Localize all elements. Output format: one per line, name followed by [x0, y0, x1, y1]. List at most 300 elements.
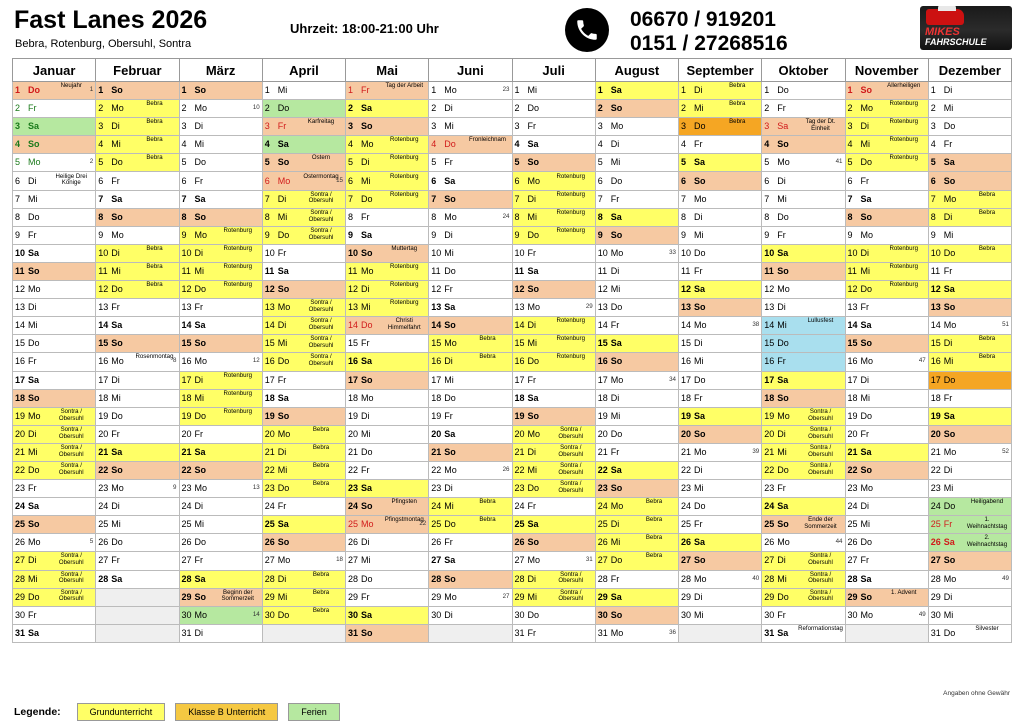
day-cell[interactable]	[845, 480, 928, 498]
day-cell[interactable]	[679, 281, 762, 299]
day-cell[interactable]	[346, 335, 429, 353]
day-cell[interactable]	[13, 389, 96, 407]
day-cell[interactable]	[96, 353, 179, 371]
day-cell[interactable]	[928, 624, 1011, 642]
day-cell[interactable]	[679, 461, 762, 479]
day-cell[interactable]	[512, 516, 595, 534]
day-cell[interactable]	[13, 136, 96, 154]
day-cell[interactable]	[595, 317, 678, 335]
day-cell[interactable]	[179, 82, 262, 100]
day-cell[interactable]	[512, 480, 595, 498]
day-cell[interactable]	[928, 172, 1011, 190]
day-cell[interactable]	[179, 389, 262, 407]
day-cell[interactable]	[13, 480, 96, 498]
day-cell[interactable]	[928, 299, 1011, 317]
day-cell[interactable]	[96, 82, 179, 100]
day-cell[interactable]	[13, 534, 96, 552]
day-cell[interactable]	[512, 208, 595, 226]
day-cell[interactable]	[679, 552, 762, 570]
day-cell[interactable]	[845, 624, 928, 642]
day-cell[interactable]	[762, 335, 845, 353]
day-cell[interactable]	[595, 407, 678, 425]
day-cell[interactable]	[762, 262, 845, 280]
day-cell[interactable]	[429, 552, 512, 570]
day-cell[interactable]	[13, 190, 96, 208]
day-cell[interactable]	[179, 570, 262, 588]
day-cell[interactable]	[262, 570, 345, 588]
day-cell[interactable]	[13, 100, 96, 118]
day-cell[interactable]	[512, 371, 595, 389]
day-cell[interactable]	[928, 262, 1011, 280]
day-cell[interactable]	[13, 172, 96, 190]
day-cell[interactable]	[512, 624, 595, 642]
day-cell[interactable]	[595, 154, 678, 172]
day-cell[interactable]	[679, 353, 762, 371]
day-cell[interactable]	[762, 244, 845, 262]
day-cell[interactable]	[845, 353, 928, 371]
day-cell[interactable]	[512, 118, 595, 136]
day-cell[interactable]	[13, 154, 96, 172]
day-cell[interactable]	[179, 516, 262, 534]
day-cell[interactable]	[512, 461, 595, 479]
day-cell[interactable]	[928, 407, 1011, 425]
day-cell[interactable]	[429, 461, 512, 479]
day-cell[interactable]	[346, 299, 429, 317]
day-cell[interactable]	[595, 262, 678, 280]
day-cell[interactable]	[762, 371, 845, 389]
day-cell[interactable]	[679, 570, 762, 588]
day-cell[interactable]	[845, 425, 928, 443]
day-cell[interactable]	[679, 407, 762, 425]
day-cell[interactable]	[928, 498, 1011, 516]
day-cell[interactable]	[679, 244, 762, 262]
day-cell[interactable]	[262, 588, 345, 606]
day-cell[interactable]	[595, 172, 678, 190]
day-cell[interactable]	[845, 208, 928, 226]
day-cell[interactable]	[512, 389, 595, 407]
day-cell[interactable]	[13, 82, 96, 100]
day-cell[interactable]	[262, 335, 345, 353]
day-cell[interactable]	[512, 534, 595, 552]
day-cell[interactable]	[179, 299, 262, 317]
day-cell[interactable]	[96, 262, 179, 280]
day-cell[interactable]	[679, 136, 762, 154]
day-cell[interactable]	[96, 534, 179, 552]
day-cell[interactable]	[512, 335, 595, 353]
day-cell[interactable]	[346, 226, 429, 244]
day-cell[interactable]	[429, 299, 512, 317]
day-cell[interactable]	[346, 570, 429, 588]
day-cell[interactable]	[928, 588, 1011, 606]
day-cell[interactable]	[346, 552, 429, 570]
day-cell[interactable]	[679, 389, 762, 407]
day-cell[interactable]	[96, 172, 179, 190]
day-cell[interactable]	[595, 82, 678, 100]
day-cell[interactable]	[762, 461, 845, 479]
day-cell[interactable]	[512, 154, 595, 172]
day-cell[interactable]	[512, 353, 595, 371]
day-cell[interactable]	[845, 100, 928, 118]
day-cell[interactable]	[845, 244, 928, 262]
day-cell[interactable]	[679, 588, 762, 606]
day-cell[interactable]	[96, 244, 179, 262]
day-cell[interactable]	[13, 516, 96, 534]
day-cell[interactable]	[429, 262, 512, 280]
day-cell[interactable]	[13, 353, 96, 371]
day-cell[interactable]	[845, 552, 928, 570]
day-cell[interactable]	[262, 498, 345, 516]
day-cell[interactable]	[179, 244, 262, 262]
day-cell[interactable]	[262, 407, 345, 425]
day-cell[interactable]	[679, 262, 762, 280]
day-cell[interactable]	[928, 425, 1011, 443]
day-cell[interactable]	[346, 118, 429, 136]
day-cell[interactable]	[96, 317, 179, 335]
day-cell[interactable]	[928, 570, 1011, 588]
day-cell[interactable]	[679, 118, 762, 136]
day-cell[interactable]	[595, 136, 678, 154]
day-cell[interactable]	[512, 588, 595, 606]
day-cell[interactable]	[262, 461, 345, 479]
day-cell[interactable]	[762, 534, 845, 552]
day-cell[interactable]	[262, 190, 345, 208]
day-cell[interactable]	[13, 226, 96, 244]
day-cell[interactable]	[262, 100, 345, 118]
day-cell[interactable]	[845, 407, 928, 425]
day-cell[interactable]	[928, 190, 1011, 208]
day-cell[interactable]	[845, 118, 928, 136]
day-cell[interactable]	[762, 226, 845, 244]
day-cell[interactable]	[595, 371, 678, 389]
day-cell[interactable]	[13, 281, 96, 299]
day-cell[interactable]	[262, 552, 345, 570]
day-cell[interactable]	[346, 389, 429, 407]
day-cell[interactable]	[13, 552, 96, 570]
day-cell[interactable]	[512, 317, 595, 335]
day-cell[interactable]	[512, 443, 595, 461]
day-cell[interactable]	[845, 154, 928, 172]
day-cell[interactable]	[262, 226, 345, 244]
day-cell[interactable]	[845, 570, 928, 588]
day-cell[interactable]	[928, 281, 1011, 299]
day-cell[interactable]	[762, 100, 845, 118]
day-cell[interactable]	[179, 461, 262, 479]
day-cell[interactable]	[928, 516, 1011, 534]
day-cell[interactable]	[845, 534, 928, 552]
day-cell[interactable]	[429, 443, 512, 461]
day-cell[interactable]	[346, 172, 429, 190]
day-cell[interactable]	[429, 100, 512, 118]
day-cell[interactable]	[845, 226, 928, 244]
day-cell[interactable]	[346, 208, 429, 226]
day-cell[interactable]	[262, 624, 345, 642]
day-cell[interactable]	[346, 262, 429, 280]
day-cell[interactable]	[512, 299, 595, 317]
day-cell[interactable]	[179, 425, 262, 443]
day-cell[interactable]	[762, 498, 845, 516]
day-cell[interactable]	[762, 281, 845, 299]
day-cell[interactable]	[96, 425, 179, 443]
day-cell[interactable]	[429, 281, 512, 299]
day-cell[interactable]	[13, 317, 96, 335]
day-cell[interactable]	[429, 371, 512, 389]
day-cell[interactable]	[928, 100, 1011, 118]
day-cell[interactable]	[679, 516, 762, 534]
day-cell[interactable]	[262, 317, 345, 335]
day-cell[interactable]	[262, 480, 345, 498]
day-cell[interactable]	[928, 552, 1011, 570]
day-cell[interactable]	[762, 425, 845, 443]
day-cell[interactable]	[262, 299, 345, 317]
day-cell[interactable]	[845, 262, 928, 280]
day-cell[interactable]	[845, 281, 928, 299]
day-cell[interactable]	[346, 244, 429, 262]
day-cell[interactable]	[179, 136, 262, 154]
day-cell[interactable]	[595, 606, 678, 624]
day-cell[interactable]	[179, 190, 262, 208]
day-cell[interactable]	[179, 443, 262, 461]
day-cell[interactable]	[262, 516, 345, 534]
day-cell[interactable]	[179, 480, 262, 498]
day-cell[interactable]	[262, 172, 345, 190]
day-cell[interactable]	[429, 154, 512, 172]
day-cell[interactable]	[928, 118, 1011, 136]
day-cell[interactable]	[512, 407, 595, 425]
day-cell[interactable]	[762, 588, 845, 606]
day-cell[interactable]	[845, 389, 928, 407]
day-cell[interactable]	[179, 262, 262, 280]
day-cell[interactable]	[96, 299, 179, 317]
day-cell[interactable]	[512, 136, 595, 154]
day-cell[interactable]	[346, 281, 429, 299]
day-cell[interactable]	[13, 606, 96, 624]
day-cell[interactable]	[179, 552, 262, 570]
day-cell[interactable]	[595, 353, 678, 371]
day-cell[interactable]	[179, 208, 262, 226]
day-cell[interactable]	[679, 371, 762, 389]
day-cell[interactable]	[512, 262, 595, 280]
day-cell[interactable]	[96, 516, 179, 534]
day-cell[interactable]	[346, 82, 429, 100]
day-cell[interactable]	[429, 389, 512, 407]
day-cell[interactable]	[928, 244, 1011, 262]
day-cell[interactable]	[595, 281, 678, 299]
day-cell[interactable]	[179, 154, 262, 172]
day-cell[interactable]	[845, 443, 928, 461]
day-cell[interactable]	[96, 443, 179, 461]
day-cell[interactable]	[179, 371, 262, 389]
day-cell[interactable]	[262, 443, 345, 461]
day-cell[interactable]	[762, 624, 845, 642]
day-cell[interactable]	[346, 154, 429, 172]
day-cell[interactable]	[96, 154, 179, 172]
day-cell[interactable]	[179, 335, 262, 353]
day-cell[interactable]	[595, 588, 678, 606]
day-cell[interactable]	[96, 480, 179, 498]
day-cell[interactable]	[13, 624, 96, 642]
day-cell[interactable]	[429, 226, 512, 244]
day-cell[interactable]	[429, 570, 512, 588]
day-cell[interactable]	[928, 317, 1011, 335]
day-cell[interactable]	[96, 136, 179, 154]
day-cell[interactable]	[429, 353, 512, 371]
day-cell[interactable]	[13, 299, 96, 317]
day-cell[interactable]	[595, 389, 678, 407]
day-cell[interactable]	[845, 335, 928, 353]
day-cell[interactable]	[762, 516, 845, 534]
day-cell[interactable]	[346, 443, 429, 461]
day-cell[interactable]	[179, 588, 262, 606]
day-cell[interactable]	[928, 389, 1011, 407]
day-cell[interactable]	[595, 534, 678, 552]
day-cell[interactable]	[679, 624, 762, 642]
day-cell[interactable]	[512, 606, 595, 624]
day-cell[interactable]	[595, 208, 678, 226]
day-cell[interactable]	[429, 136, 512, 154]
day-cell[interactable]	[928, 226, 1011, 244]
day-cell[interactable]	[595, 299, 678, 317]
day-cell[interactable]	[262, 606, 345, 624]
day-cell[interactable]	[346, 190, 429, 208]
day-cell[interactable]	[429, 190, 512, 208]
day-cell[interactable]	[346, 353, 429, 371]
day-cell[interactable]	[262, 118, 345, 136]
day-cell[interactable]	[679, 100, 762, 118]
day-cell[interactable]	[346, 371, 429, 389]
day-cell[interactable]	[762, 154, 845, 172]
day-cell[interactable]	[96, 389, 179, 407]
day-cell[interactable]	[346, 100, 429, 118]
day-cell[interactable]	[928, 480, 1011, 498]
day-cell[interactable]	[679, 606, 762, 624]
day-cell[interactable]	[928, 208, 1011, 226]
day-cell[interactable]	[96, 588, 179, 606]
day-cell[interactable]	[13, 244, 96, 262]
day-cell[interactable]	[13, 570, 96, 588]
day-cell[interactable]	[762, 82, 845, 100]
day-cell[interactable]	[679, 208, 762, 226]
day-cell[interactable]	[845, 82, 928, 100]
day-cell[interactable]	[13, 443, 96, 461]
day-cell[interactable]	[96, 226, 179, 244]
day-cell[interactable]	[429, 624, 512, 642]
day-cell[interactable]	[13, 407, 96, 425]
day-cell[interactable]	[429, 516, 512, 534]
day-cell[interactable]	[96, 100, 179, 118]
day-cell[interactable]	[13, 335, 96, 353]
day-cell[interactable]	[179, 407, 262, 425]
day-cell[interactable]	[429, 534, 512, 552]
day-cell[interactable]	[96, 118, 179, 136]
day-cell[interactable]	[679, 317, 762, 335]
day-cell[interactable]	[346, 516, 429, 534]
day-cell[interactable]	[512, 100, 595, 118]
day-cell[interactable]	[346, 606, 429, 624]
day-cell[interactable]	[928, 154, 1011, 172]
day-cell[interactable]	[96, 208, 179, 226]
day-cell[interactable]	[679, 172, 762, 190]
day-cell[interactable]	[845, 371, 928, 389]
day-cell[interactable]	[429, 425, 512, 443]
day-cell[interactable]	[262, 262, 345, 280]
day-cell[interactable]	[762, 606, 845, 624]
day-cell[interactable]	[179, 172, 262, 190]
day-cell[interactable]	[429, 172, 512, 190]
day-cell[interactable]	[429, 606, 512, 624]
day-cell[interactable]	[595, 226, 678, 244]
day-cell[interactable]	[928, 335, 1011, 353]
day-cell[interactable]	[595, 624, 678, 642]
day-cell[interactable]	[595, 443, 678, 461]
day-cell[interactable]	[512, 281, 595, 299]
day-cell[interactable]	[346, 498, 429, 516]
day-cell[interactable]	[762, 570, 845, 588]
day-cell[interactable]	[429, 244, 512, 262]
day-cell[interactable]	[262, 82, 345, 100]
day-cell[interactable]	[928, 371, 1011, 389]
day-cell[interactable]	[762, 172, 845, 190]
day-cell[interactable]	[845, 588, 928, 606]
day-cell[interactable]	[13, 461, 96, 479]
day-cell[interactable]	[96, 190, 179, 208]
day-cell[interactable]	[512, 570, 595, 588]
day-cell[interactable]	[928, 461, 1011, 479]
day-cell[interactable]	[595, 190, 678, 208]
day-cell[interactable]	[13, 262, 96, 280]
day-cell[interactable]	[595, 516, 678, 534]
day-cell[interactable]	[928, 136, 1011, 154]
day-cell[interactable]	[679, 480, 762, 498]
day-cell[interactable]	[96, 281, 179, 299]
day-cell[interactable]	[96, 624, 179, 642]
day-cell[interactable]	[179, 317, 262, 335]
day-cell[interactable]	[679, 534, 762, 552]
day-cell[interactable]	[179, 100, 262, 118]
day-cell[interactable]	[928, 353, 1011, 371]
day-cell[interactable]	[762, 299, 845, 317]
day-cell[interactable]	[13, 588, 96, 606]
day-cell[interactable]	[429, 498, 512, 516]
day-cell[interactable]	[845, 172, 928, 190]
day-cell[interactable]	[679, 154, 762, 172]
day-cell[interactable]	[429, 407, 512, 425]
day-cell[interactable]	[512, 190, 595, 208]
day-cell[interactable]	[96, 407, 179, 425]
day-cell[interactable]	[679, 425, 762, 443]
day-cell[interactable]	[96, 461, 179, 479]
day-cell[interactable]	[762, 480, 845, 498]
day-cell[interactable]	[429, 118, 512, 136]
day-cell[interactable]	[429, 208, 512, 226]
day-cell[interactable]	[179, 281, 262, 299]
day-cell[interactable]	[512, 82, 595, 100]
day-cell[interactable]	[595, 498, 678, 516]
day-cell[interactable]	[845, 136, 928, 154]
day-cell[interactable]	[346, 425, 429, 443]
day-cell[interactable]	[262, 281, 345, 299]
day-cell[interactable]	[762, 353, 845, 371]
day-cell[interactable]	[262, 208, 345, 226]
day-cell[interactable]	[13, 208, 96, 226]
day-cell[interactable]	[96, 606, 179, 624]
day-cell[interactable]	[96, 371, 179, 389]
day-cell[interactable]	[928, 443, 1011, 461]
day-cell[interactable]	[595, 425, 678, 443]
day-cell[interactable]	[762, 443, 845, 461]
day-cell[interactable]	[512, 498, 595, 516]
day-cell[interactable]	[512, 226, 595, 244]
day-cell[interactable]	[96, 552, 179, 570]
